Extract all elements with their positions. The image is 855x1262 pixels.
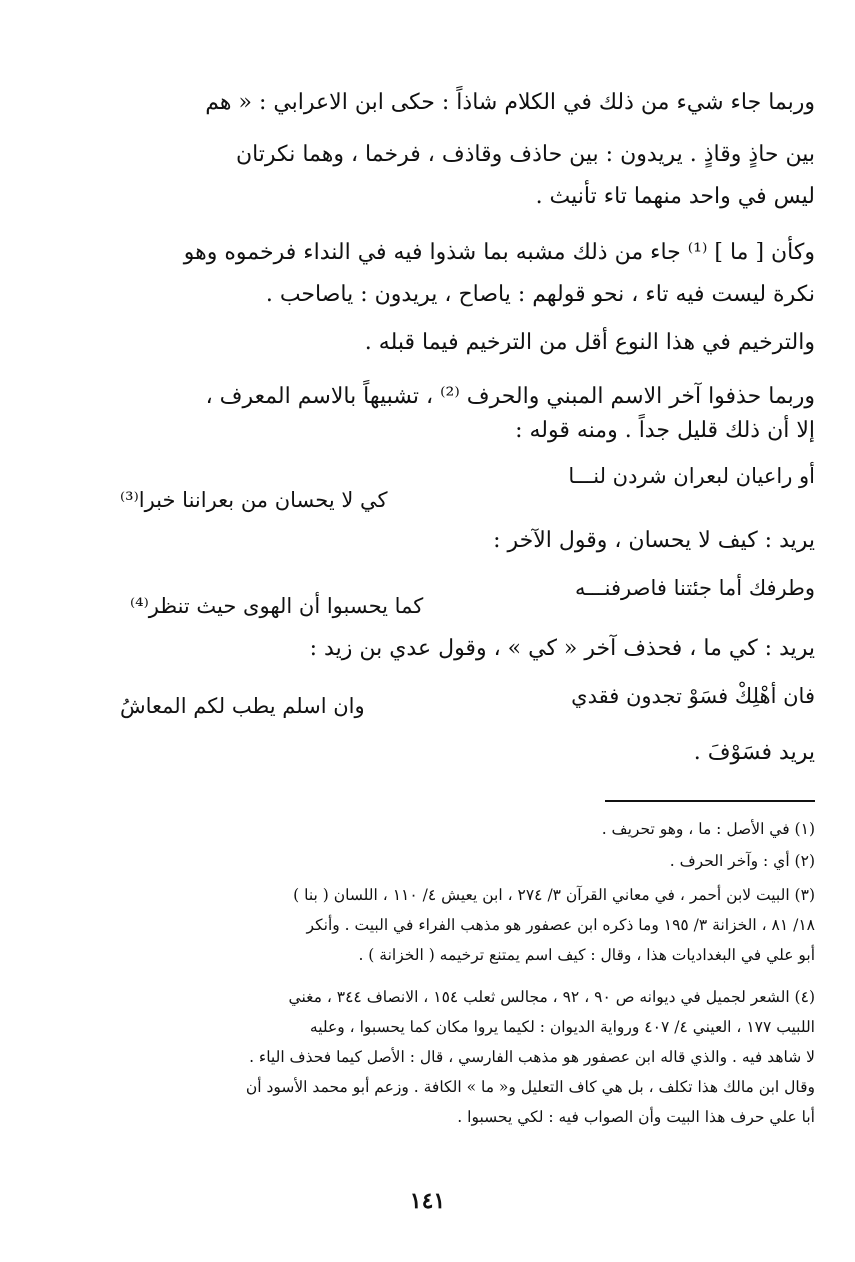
footnote-line: لا شاهد فيه . والذي قاله ابن عصفور هو مذهب الفارسي ، قال : الأصل كيما فحذف الياء . [249, 1048, 815, 1066]
verse-first-hemistich: أو راعيان لبعران شردن لنـــا [568, 464, 815, 488]
body-line: يريد : كي ما ، فحذف آخر « كي » ، وقول عدي بن زيد : [309, 636, 815, 661]
footnote-line: أبو علي في البغداديات هذا ، وقال : كيف اسم يمتنع ترخيمه ( الخزانة ) . [358, 946, 815, 964]
body-line: وربما جاء شيء من ذلك في الكلام شاذاً : حكى ابن الاعرابي : « هم [205, 90, 815, 115]
body-line: وكأن [ ما ] ⁽¹⁾ جاء من ذلك مشبه بما شذوا فيه في النداء فرخموه وهو [183, 240, 815, 265]
page-number: ١٤١ [409, 1188, 446, 1214]
verse-second-hemistich: كي لا يحسان من بعراننا خبرا⁽³⁾ [120, 488, 388, 512]
footnote-line: (٢) أي : وآخر الحرف . [669, 852, 815, 870]
verse-first-hemistich: فان أهْلِكْ فسَوْ تجدون فقدي [571, 684, 815, 708]
body-line: إلا أن ذلك قليل جداً . ومنه قوله : [515, 418, 815, 443]
body-line: والترخيم في هذا النوع أقل من الترخيم فيما قبله . [364, 330, 815, 355]
footnote-line: اللبيب ١٧٧ ، العيني ٤/ ٤٠٧ ورواية الديوان : لكيما يروا مكان كما يحسبوا ، وعليه [309, 1018, 815, 1036]
body-line: وربما حذفوا آخر الاسم المبني والحرف ⁽²⁾ ، تشبيهاً بالاسم المعرف ، [205, 384, 815, 409]
body-line: يريد فسَوْفَ . [693, 740, 815, 765]
verse-second-hemistich: وان اسلم يطب لكم المعاشُ [120, 694, 365, 718]
body-line: بين حاذٍ وقاذٍ . يريدون : بين حاذف وقاذف ، فرخما ، وهما نكرتان [235, 142, 815, 167]
body-line: يريد : كيف لا يحسان ، وقول الآخر : [493, 528, 815, 553]
verse-second-hemistich: كما يحسبوا أن الهوى حيث تنظر⁽⁴⁾ [130, 594, 424, 618]
footnote-line: (٣) البيت لابن أحمر ، في معاني القرآن ٣/ ٢٧٤ ، ابن يعيش ٤/ ١١٠ ، اللسان ( بنا ) [293, 886, 815, 904]
body-line: ليس في واحد منهما تاء تأنيث . [535, 184, 815, 209]
footnote-line: أبا علي حرف هذا البيت وأن الصواب فيه : لكي يحسبوا . [457, 1108, 815, 1126]
footnote-line: (٤) الشعر لجميل في ديوانه ص ٩٠ ، ٩٢ ، مجالس ثعلب ١٥٤ ، الانصاف ٣٤٤ ، مغني [288, 988, 815, 1006]
body-line: نكرة ليست فيه تاء ، نحو قولهم : ياصاح ، يريدون : ياصاحب . [265, 282, 815, 307]
footnote-line: ١٨/ ٨١ ، الخزانة ٣/ ١٩٥ وما ذكره ابن عصفور هو مذهب الفراء في البيت . وأنكر [306, 916, 815, 934]
footnote-line: وقال ابن مالك هذا تكلف ، بل هي كاف التعليل و« ما » الكافة . وزعم أبو محمد الأسود أن [245, 1078, 815, 1096]
footnote-rule [605, 800, 815, 802]
footnote-line: (١) في الأصل : ما ، وهو تحريف . [601, 820, 815, 838]
verse-first-hemistich: وطرفك أما جئتنا فاصرفنـــه [574, 576, 815, 600]
